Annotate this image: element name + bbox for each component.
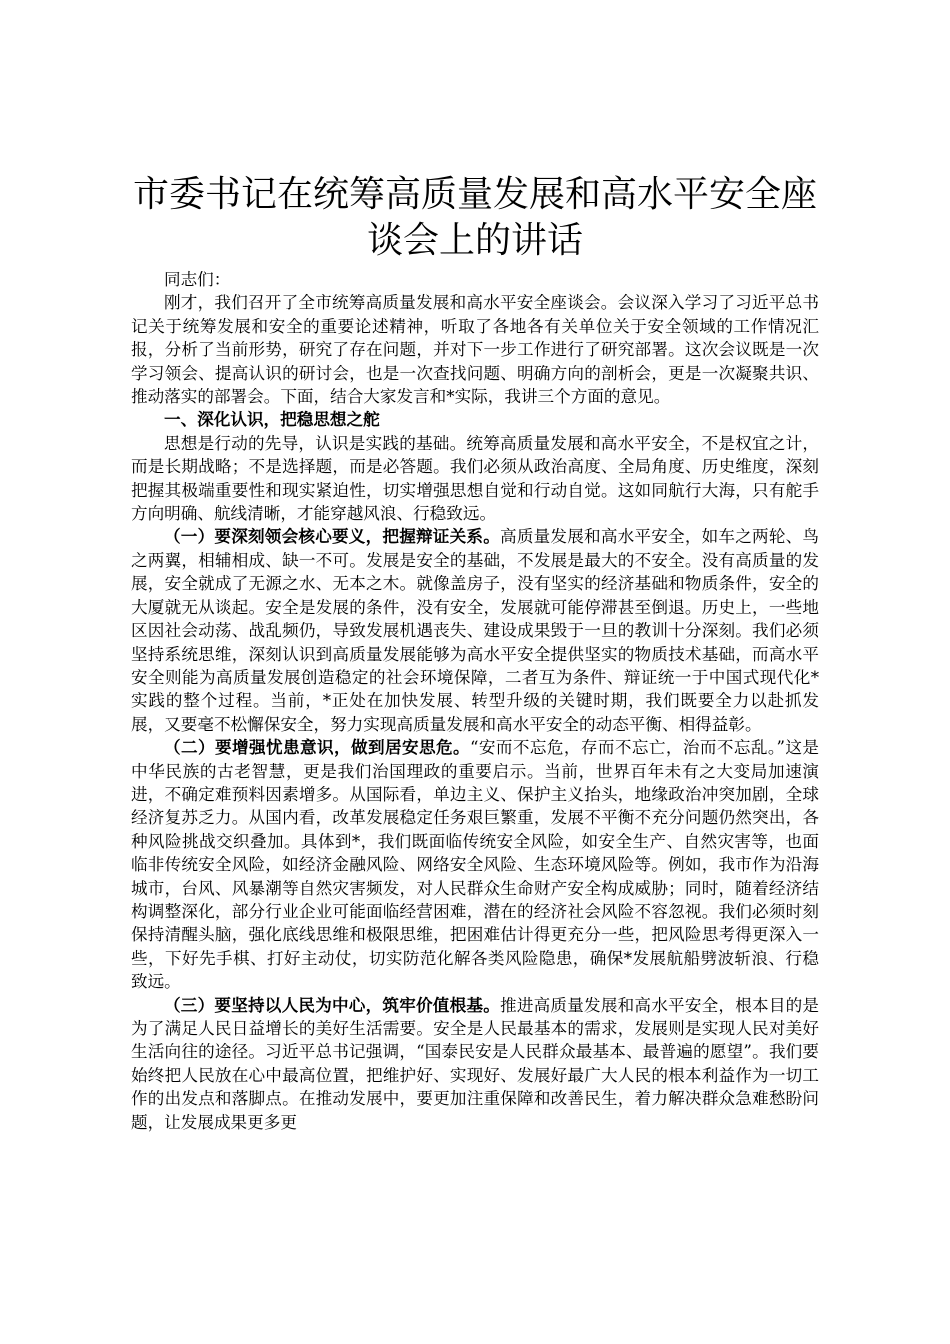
section-1-paragraph: 思想是行动的先导，认识是实践的基础。统筹高质量发展和高水平安全，不是权宜之计，而是长期战略；不是选择题，而是必答题。我们必须从政治高度、全局角度、历史维度，深刻把握其极端重要性和现实紧迫性，切实增强思想自觉和行动自觉。这如同航行大海，只有舵手方向明确、航线清晰，才能穿越风浪、行稳致远。 — [131, 433, 819, 524]
document-title: 市委书记在统筹高质量发展和高水平安全座谈会上的讲话 — [132, 174, 817, 261]
point-3-lead: （三）要坚持以人民为中心，筑牢价值根基。 — [164, 994, 501, 1015]
point-2-lead: （二）要增强忧患意识，做到居安思危。 — [164, 737, 470, 758]
intro-paragraph: 刚才，我们召开了全市统筹高质量发展和高水平安全座谈会。会议深入学习了习近平总书记关于统筹发展和安全的重要论述精神，听取了各地各有关单位关于安全领域的工作情况汇报，分析了当前形势，研究了存在问题，并对下一步工作进行了研究部署。这次会议既是一次学习领会、提高认识的研讨会，也是一次查找问题、明确方向的剖析会，更是一次凝聚共识、推动落实的部署会。下面，结合大家发言和*实际，我讲三个方面的意见。 — [131, 293, 819, 407]
point-3-paragraph — [131, 994, 819, 1134]
point-1-paragraph — [131, 525, 819, 736]
section-1-heading: 一、深化认识，把稳思想之舵 — [164, 409, 380, 430]
document-page — [131, 172, 819, 1134]
point-1-text: 高质量发展和高水平安全，如车之两轮、鸟之两翼，相辅相成、缺一不可。发展是安全的基础，不发展是最大的不安全。没有高质量的发展，安全就成了无源之水、无本之木。就像盖房子，没有坚实的经济基础和物质条件，安全的大厦就无从谈起。安全是发展的条件，没有安全，发展就可能停滞甚至倒退。历史上，一些地区因社会动荡、战乱频仍，导致发展机遇丧失、建设成果毁于一旦的教训十分深刻。我们必须坚持系统思维，深刻认识到高质量发展能够为高水平安全提供坚实的物质技术基础，而高水平安全则能为高质量发展创造稳定的社会环境保障，二者互为条件、辩证统一于中国式现代化*实践的整个过程。当前，*正处在加快发展、转型升级的关键时期，我们既要全力以赴抓发展，又要毫不松懈保安全，努力实现高质量发展和高水平安全的动态平衡、相得益彰。 — [131, 527, 820, 734]
point-2-paragraph — [131, 736, 819, 993]
point-1-lead: （一）要深刻领会核心要义，把握辩证关系。 — [164, 526, 501, 547]
document-body — [131, 268, 819, 1134]
salutation: 同志们： — [164, 270, 231, 289]
point-2-text: “安而不忘危，存而不忘亡，治而不忘乱。”这是中华民族的古老智慧，更是我们治国理政的重要启示。当前，世界百年未有之大变局加速演进，不确定难预料因素增多。从国际看，单边主义、保护主义抬头，地缘政治冲突加剧，全球经济复苏乏力。从国内看，改革发展稳定任务艰巨繁重，发展不平衡不充分问题仍然突出，各种风险挑战交织叠加。具体到*，我们既面临传统安全风险，如安全生产、自然灾害等，也面临非传统安全风险，如经济金融风险、网络安全风险、生态环境风险等。例如，我市作为沿海城市，台风、风暴潮等自然灾害频发，对人民群众生命财产安全构成威胁；同时，随着经济结构调整深化，部分行业企业可能面临经营困难，潜在的经济社会风险不容忽视。我们必须时刻保持清醒头脑，强化底线思维和极限思维，把困难估计得更充分一些，把风险思考得更深入一些，下好先手棋、打好主动仗，切实防范化解各类风险隐患，确保*发展航船劈波斩浪、行稳致远。 — [131, 738, 819, 992]
point-3-text: 推进高质量发展和高水平安全，根本目的是为了满足人民日益增长的美好生活需要。安全是人民最基本的需求，发展则是实现人民对美好生活向往的途径。习近平总书记强调，“国泰民安是人民群众最基本、最普遍的愿望”。我们要始终把人民放在心中最高位置，把维护好、实现好、发展好最广大人民的根本利益作为一切工作的出发点和落脚点。在推动发展中，要更加注重保障和改善民生，着力解决群众急难愁盼问题，让发展成果更多更 — [131, 995, 820, 1132]
